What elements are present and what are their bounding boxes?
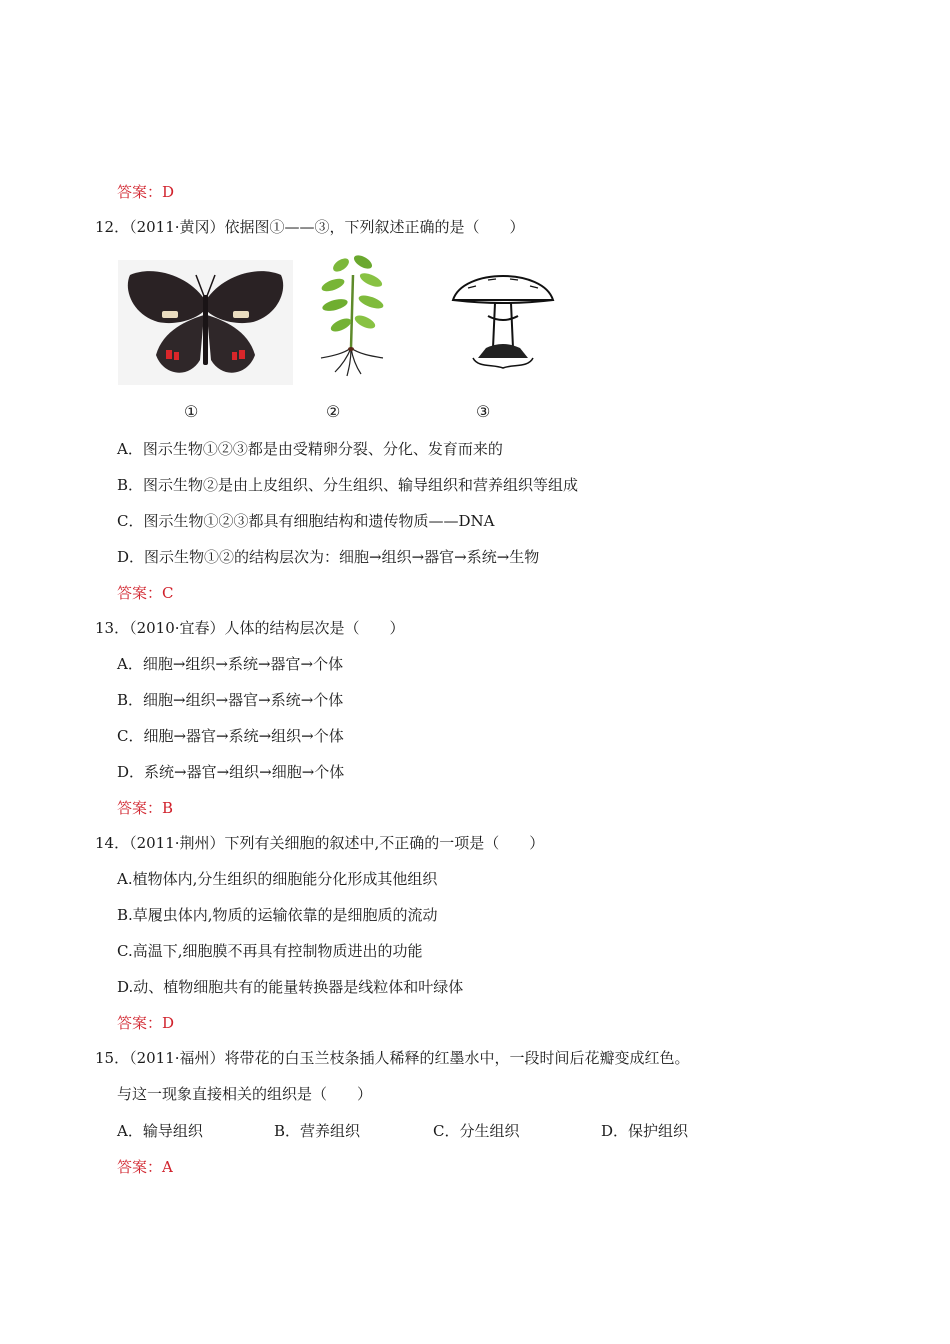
butterfly-image [118,260,293,385]
question-15-option-b: B．营养组织 [274,1122,361,1140]
answer-11: 答案：D [117,183,175,201]
question-14-option-c: C.高温下,细胞膜不再具有控制物质进出的功能 [117,942,423,960]
figure-label-1: ① [184,402,199,421]
answer-12: 答案：C [117,584,174,602]
question-12-option-c: C．图示生物①②③都具有细胞结构和遗传物质——DNA [117,512,495,530]
answer-13: 答案：B [117,799,174,817]
plant-image [313,250,393,378]
question-15-option-a: A．输导组织 [117,1122,203,1140]
question-12-figures [118,250,578,390]
question-12-option-a: A．图示生物①②③都是由受精卵分裂、分化、发育而来的 [117,440,503,458]
question-15-option-c: C．分生组织 [433,1122,520,1140]
question-13-option-d: D．系统→器官→组织→细胞→个体 [117,763,345,781]
question-14-option-a: A.植物体内,分生组织的细胞能分化形成其他组织 [117,870,438,888]
figure-label-2: ② [326,402,341,421]
question-14-stem: 14．（2011·荆州）下列有关细胞的叙述中,不正确的一项是（ ） [95,834,545,852]
question-12-option-d: D．图示生物①②的结构层次为：细胞→组织→器官→系统→生物 [117,548,540,566]
question-13-option-c: C．细胞→器官→系统→组织→个体 [117,727,344,745]
answer-14: 答案：D [117,1014,175,1032]
question-15-stem-continued: 与这一现象直接相关的组织是（ ） [117,1085,373,1103]
question-12-stem: 12．（2011·黄冈）依据图①——③，下列叙述正确的是（ ） [95,218,525,236]
mushroom-image [448,258,558,370]
answer-15: 答案：A [117,1158,173,1176]
question-15-stem: 15．（2011·福州）将带花的白玉兰枝条插人稀释的红墨水中，一段时间后花瓣变成红色。 [95,1049,690,1067]
question-13-stem: 13．（2010·宜春）人体的结构层次是（ ） [95,619,405,637]
question-14-option-d: D.动、植物细胞共有的能量转换器是线粒体和叶绿体 [117,978,464,996]
question-13-option-a: A．细胞→组织→系统→器官→个体 [117,655,344,673]
figure-label-3: ③ [476,402,491,421]
question-14-option-b: B.草履虫体内,物质的运输依靠的是细胞质的流动 [117,906,438,924]
question-13-option-b: B．细胞→组织→器官→系统→个体 [117,691,344,709]
question-12-option-b: B．图示生物②是由上皮组织、分生组织、输导组织和营养组织等组成 [117,476,579,494]
question-15-option-d: D．保护组织 [601,1122,689,1140]
